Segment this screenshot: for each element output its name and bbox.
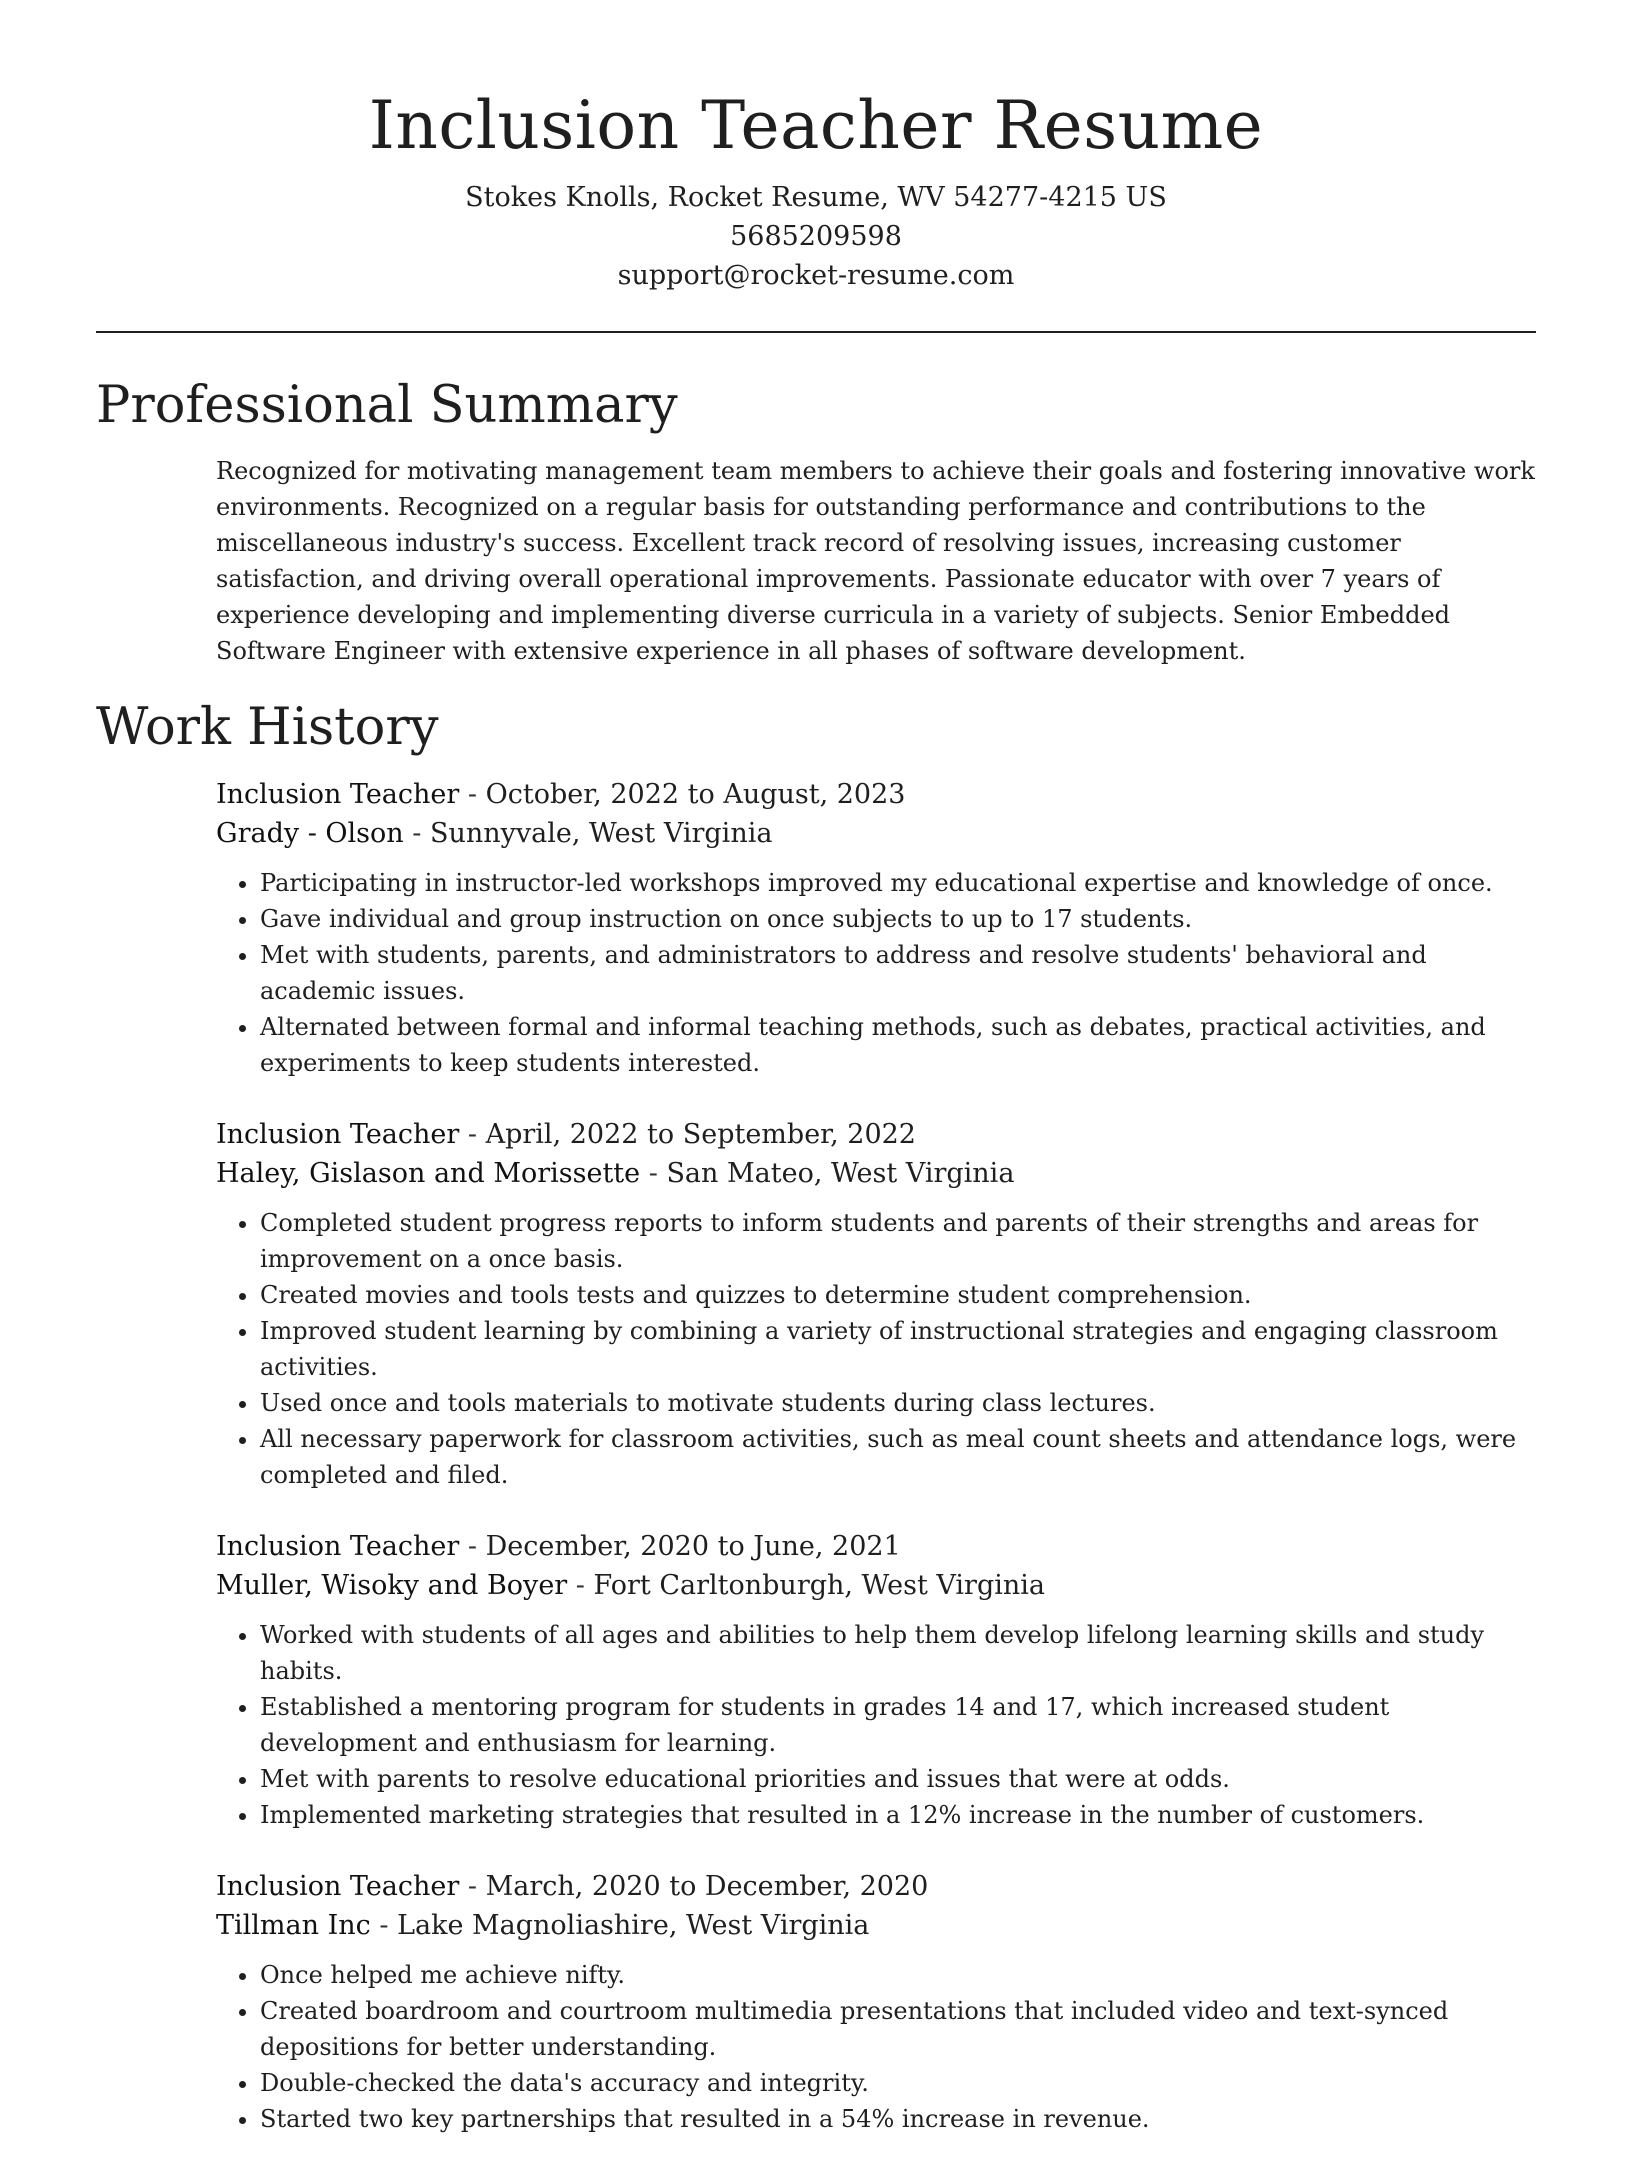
job-entry xyxy=(216,775,1536,1081)
resume-page xyxy=(96,0,1536,2171)
contact-phone: 5685209598 xyxy=(730,221,902,252)
job-company: Haley, Gislason and Morissette xyxy=(216,1158,641,1189)
job-bullet-item: • Created movies and tools tests and quizzes to determine student comprehension. xyxy=(260,1277,1536,1313)
job-bullet-item: • Met with students, parents, and administrators to address and resolve students' behavioral and academic issues. xyxy=(260,937,1536,1009)
job-bullet-item: • Created boardroom and courtroom multimedia presentations that included video and text-synced depositions for better understanding. xyxy=(260,1993,1536,2065)
job-title: Inclusion Teacher xyxy=(216,1531,460,1562)
job-bullet-item: • Started two key partnerships that resulted in a 54% increase in revenue. xyxy=(260,2101,1536,2137)
job-bullet-item: • Established a mentoring program for students in grades 14 and 17, which increased student development and enthusiasm for learning. xyxy=(260,1689,1536,1761)
job-company: Grady - Olson xyxy=(216,818,404,849)
job-bullet-item: • Worked with students of all ages and abilities to help them develop lifelong learning skills and study habits. xyxy=(260,1617,1536,1689)
job-bullet-item: • Once helped me achieve nifty. xyxy=(260,1957,1536,1993)
job-dates: December, 2020 to June, 2021 xyxy=(485,1531,901,1562)
job-company-line xyxy=(216,814,1536,853)
job-dates: October, 2022 to August, 2023 xyxy=(485,779,906,810)
job-title-line xyxy=(216,775,1536,814)
job-bullet-item: • Alternated between formal and informal teaching methods, such as debates, practical activities, and experiments to keep students interested. xyxy=(260,1009,1536,1081)
summary-text: Recognized for motivating management team members to achieve their goals and fostering innovative work environments. Recognized on a regular basis for outstanding performance and contributions to the miscellaneous industry's success. Excellent track record of resolving issues, increasing customer satisfaction, and driving overall operational improvements. Passionate educator with over 7 years of experience developing and implementing diverse curricula in a variety of subjects. Senior Embedded Software Engineer with extensive experience in all phases of software development. xyxy=(216,457,1535,665)
job-list xyxy=(216,775,1536,2137)
job-bullet-item: • All necessary paperwork for classroom activities, such as meal count sheets and attendance logs, were completed and filed. xyxy=(260,1421,1536,1493)
resume-title: Inclusion Teacher Resume xyxy=(368,87,1264,164)
job-company: Muller, Wisoky and Boyer xyxy=(216,1570,568,1601)
job-bullets xyxy=(216,1957,1536,2137)
job-bullet-item: • Double-checked the data's accuracy and integrity. xyxy=(260,2065,1536,2101)
job-separator: - xyxy=(567,1570,594,1601)
job-bullet-item: • Met with parents to resolve educational priorities and issues that were at odds. xyxy=(260,1761,1536,1797)
summary-heading: Professional Summary xyxy=(96,376,678,435)
job-bullets xyxy=(216,865,1536,1081)
job-bullet-item: • Completed student progress reports to inform students and parents of their strengths and areas for improvement on a once basis. xyxy=(260,1205,1536,1277)
job-location: Fort Carltonburgh, West Virginia xyxy=(593,1570,1045,1601)
job-company: Tillman Inc xyxy=(216,1910,371,1941)
job-bullet-item: • Gave individual and group instruction on once subjects to up to 17 students. xyxy=(260,901,1536,937)
header-divider xyxy=(96,331,1536,333)
job-title-line xyxy=(216,1867,1536,1906)
job-title: Inclusion Teacher xyxy=(216,779,460,810)
job-separator: - xyxy=(370,1910,398,1941)
job-title-line xyxy=(216,1527,1536,1566)
job-title: Inclusion Teacher xyxy=(216,1871,460,1902)
job-separator: - xyxy=(640,1158,667,1189)
job-separator: - xyxy=(459,779,486,810)
job-bullets xyxy=(216,1205,1536,1493)
job-title: Inclusion Teacher xyxy=(216,1119,460,1150)
job-entry xyxy=(216,1115,1536,1493)
job-separator: - xyxy=(459,1871,486,1902)
job-separator: - xyxy=(459,1531,486,1562)
job-entry xyxy=(216,1867,1536,2137)
job-bullet-item: • Implemented marketing strategies that resulted in a 12% increase in the number of customers. xyxy=(260,1797,1536,1833)
job-bullets xyxy=(216,1617,1536,1833)
contact-address: Stokes Knolls, Rocket Resume, WV 54277-4215 US xyxy=(465,182,1167,213)
contact-email: support@rocket-resume.com xyxy=(617,260,1015,291)
job-separator: - xyxy=(403,818,430,849)
job-location: Sunnyvale, West Virginia xyxy=(429,818,773,849)
job-company-line xyxy=(216,1566,1536,1605)
job-title-line xyxy=(216,1115,1536,1154)
job-dates: March, 2020 to December, 2020 xyxy=(485,1871,929,1902)
contact-info xyxy=(96,178,1536,295)
job-separator: - xyxy=(459,1119,486,1150)
job-bullet-item: • Used once and tools materials to motivate students during class lectures. xyxy=(260,1385,1536,1421)
job-bullet-item: • Participating in instructor-led workshops improved my educational expertise and knowledge of once. xyxy=(260,865,1536,901)
job-dates: April, 2022 to September, 2022 xyxy=(485,1119,916,1150)
job-entry xyxy=(216,1527,1536,1833)
work-history-heading: Work History xyxy=(96,698,439,757)
job-location: San Mateo, West Virginia xyxy=(666,1158,1015,1189)
job-company-line xyxy=(216,1906,1536,1945)
job-bullet-item: • Improved student learning by combining a variety of instructional strategies and engaging classroom activities. xyxy=(260,1313,1536,1385)
job-company-line xyxy=(216,1154,1536,1193)
job-location: Lake Magnoliashire, West Virginia xyxy=(397,1910,870,1941)
